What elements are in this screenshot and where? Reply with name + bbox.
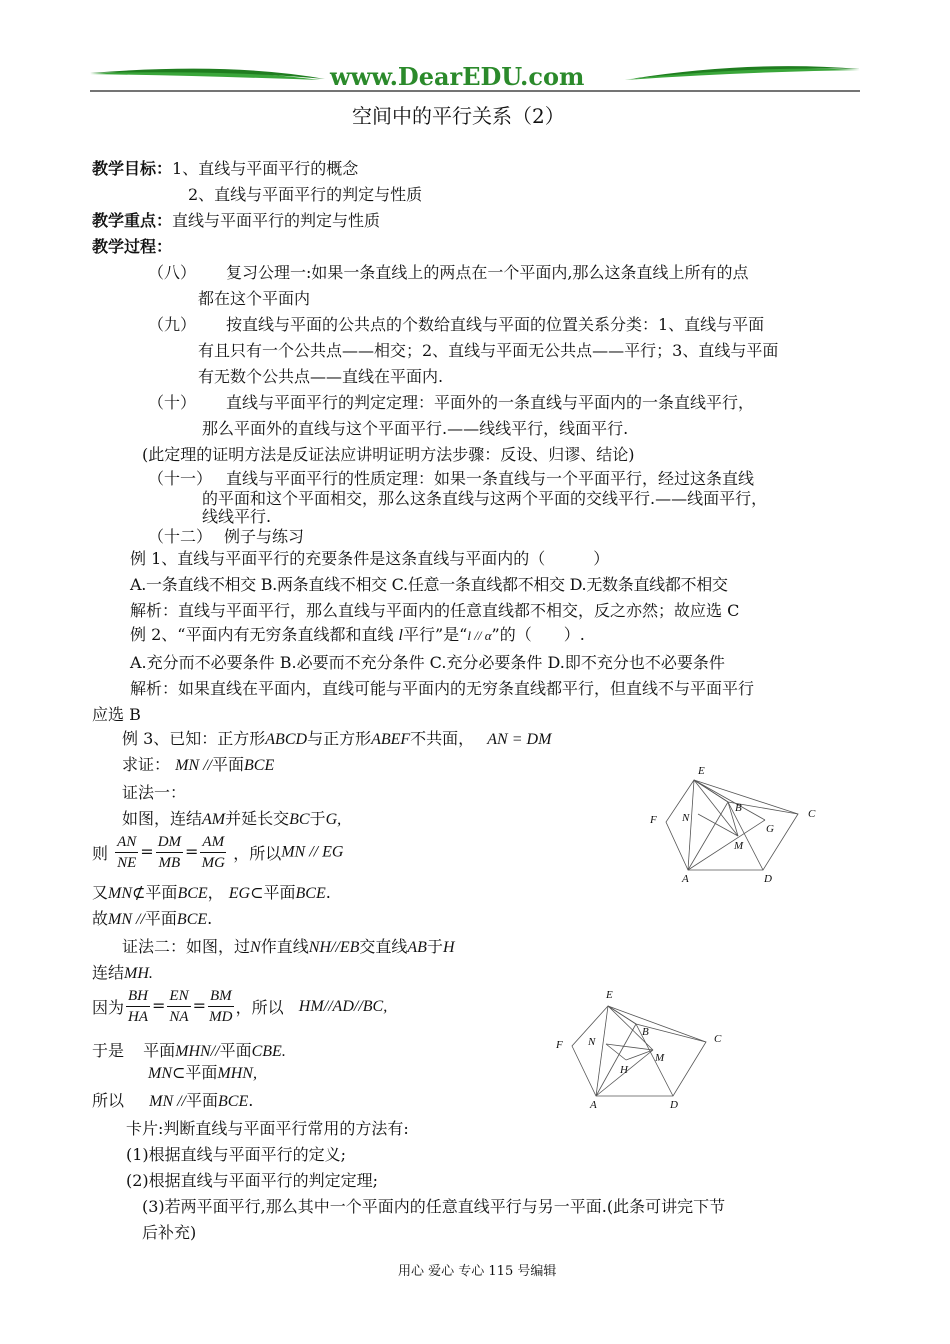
m1-l1-pre: 如图，连结 [122, 809, 203, 828]
section-11-line2: 的平面和这个平面相交，那么这条直线与这两个平面的交线平行.——线面平行， [202, 489, 768, 508]
method-2-then [92, 1038, 286, 1061]
m1-eg: EG⊂ [228, 885, 264, 902]
section-10-line2: 那么平面外的直线与这个平面平行.——线线平行，线面平行. [202, 419, 629, 438]
m2-plane2: 平面 [185, 1063, 218, 1082]
m1-frac1-num: AN [115, 832, 138, 853]
m1-then: 则 [92, 844, 109, 863]
m1-plane-2: 平面 [263, 883, 296, 902]
ex3-prove-label: 求证： [122, 755, 171, 774]
m1-l1-mid: 并延长交 [225, 809, 290, 828]
m2-mid2: 交直线 [359, 937, 408, 956]
m1-l1-bc: BC [289, 811, 310, 828]
m2-final-bce: BCE [218, 1093, 249, 1110]
ex3-given-post: 不共面， [410, 729, 475, 748]
fig2-label-a: A [590, 1099, 597, 1111]
m2-connect: 连结 [92, 963, 125, 982]
fig1-label-b: B [735, 802, 742, 814]
fig2-label-n: N [588, 1036, 596, 1048]
method-2-conclusion: 所以 MN //平面BCE. [92, 1091, 254, 1110]
m1-frac-dm-mb [156, 832, 183, 873]
m1-bce-1: BCE [177, 885, 208, 902]
fig2-label-b: B [642, 1026, 649, 1038]
page-title: 空间中的平行关系（2） [352, 104, 565, 128]
m1-also: 又 [92, 883, 109, 902]
m1-frac3-num: AM [200, 832, 226, 853]
ex3-prove-mn: MN // [175, 757, 212, 774]
card-item-2: (2)根据直线与平面平行的判定定理; [126, 1171, 379, 1190]
m2-because: 因为 [92, 998, 125, 1017]
m1-so: ，所以 [233, 844, 282, 863]
fig2-label-h: H [620, 1064, 628, 1076]
m2-title: 证法二：如图，过 [122, 937, 251, 956]
m1-frac-an-ne [115, 832, 138, 873]
fig2-label-m: M [655, 1052, 665, 1064]
m2-n: N [250, 939, 261, 956]
example-3-prove [122, 752, 274, 775]
card-title: 卡片:判断直线与平面平行常用的方法有: [126, 1119, 409, 1138]
m1-frac3-den: MG [201, 855, 225, 871]
m1-frac2-num: DM [156, 832, 183, 853]
ex3-condition: AN = DM [487, 731, 552, 748]
m1-bce-3: BCE [176, 911, 208, 928]
fig1-label-f: F [650, 814, 657, 826]
section-11-line3: 线线平行. [202, 507, 272, 526]
section-10-line1: 直线与平面平行的判定定理：平面外的一条直线与平面内的一条直线平行， [226, 393, 755, 412]
method-1-ratio-line: 则 $\frac{AN}{NE}$ = $\frac{DM}{MB}$ = $\frac{AM}{MG}$ ，所以MN // EG [92, 834, 344, 871]
ex2-q-mid: 平行”是“ [403, 625, 468, 644]
example-3-given [122, 726, 551, 749]
card-item-1: (1)根据直线与平面平行的定义; [126, 1145, 347, 1164]
example-2-options: A.充分而不必要条件 B.必要而不充分条件 C.充分必要条件 D.即不充分也不必要条件 [130, 653, 725, 672]
fig1-label-n: N [682, 812, 690, 824]
fig1-label-e: E [698, 765, 705, 777]
m2-final-mn: MN // [149, 1093, 186, 1110]
method-1-line-1 [122, 806, 341, 829]
m2-mhn: MHN// [175, 1043, 220, 1060]
m1-mn-not: MN⊄ [108, 885, 146, 902]
m2-cbe: CBE. [251, 1043, 286, 1060]
method-2-line-1 [122, 934, 455, 957]
ex3-prove-plane: 平面 [212, 755, 245, 774]
process-label: 教学过程： [92, 237, 173, 256]
m1-plane-1: 平面 [145, 883, 178, 902]
page-footer: 用心 爱心 专心 115 号编辑 [398, 1264, 557, 1279]
fig1-label-a: A [682, 873, 689, 885]
goal-item-1: 1、直线与平面平行的概念 [172, 159, 359, 178]
m1-l1-g: G, [325, 811, 342, 828]
focus-text: 直线与平面平行的判定与性质 [172, 211, 381, 230]
card-item-3b: 后补充) [142, 1223, 197, 1242]
m2-therefore: 所以 [92, 1091, 125, 1110]
fig1-label-c: C [808, 808, 816, 820]
example-2-analysis-1: 解析：如果直线在平面内，直线可能与平面内的无穷条直线都平行，但直线不与平面平行 [130, 679, 755, 698]
focus-label: 教学重点： [92, 211, 173, 230]
section-11-num: （十一） [148, 469, 213, 488]
method-2-connect [92, 960, 153, 983]
m2-frac-bm-md [208, 986, 234, 1027]
ex2-q-post: ”的（ ）. [491, 625, 585, 644]
m1-frac1-den: NE [117, 855, 137, 871]
ex3-given-pre: 例 3、已知：正方形 [122, 729, 266, 748]
m2-plane-mhn: 平面 [143, 1041, 176, 1060]
method-2-ratio-line: 因为 $\frac{BH}{HA}$ = $\frac{EN}{NA}$ = $\frac{BM}{MD}$ ，所以 HM//AD//BC, [92, 988, 388, 1025]
m1-plane-3: 平面 [144, 909, 177, 928]
m2-frac3-num: BM [208, 986, 234, 1007]
m2-nh: NH//EB [308, 939, 360, 956]
m1-frac-am-mg [200, 832, 226, 873]
ex3-square-1: ABCD [265, 731, 308, 748]
figure-2-diagram [548, 984, 738, 1114]
m2-frac2-num: EN [167, 986, 190, 1007]
example-1-analysis: 解析：直线与平面平行，那么直线与平面内的任意直线都不相交，反之亦然；故应选 C [130, 601, 740, 620]
fig1-label-g: G [766, 823, 774, 835]
m2-result: HM//AD//BC, [298, 997, 388, 1015]
focus-row [92, 208, 380, 231]
goals-row-1 [92, 156, 358, 179]
method-1-title: 证法一： [122, 783, 187, 802]
m2-frac1-num: BH [126, 986, 150, 1007]
m2-ab: AB [407, 939, 427, 956]
m2-plane-cbe: 平面 [219, 1041, 252, 1060]
m2-h: H [442, 939, 455, 956]
section-8-line1: 复习公理一:如果一条直线上的两点在一个平面内,那么这条直线上所有的点 [226, 263, 749, 282]
section-8-line2: 都在这个平面内 [198, 289, 311, 308]
m2-mid: 作直线 [260, 937, 309, 956]
ex3-given-mid: 与正方形 [307, 729, 372, 748]
method-2-sub [148, 1060, 257, 1083]
proof-note: (此定理的证明方法是反证法应讲明证明方法步骤：反设、归谬、结论) [142, 445, 635, 464]
m2-then: 于是 [92, 1041, 125, 1060]
section-12-num: （十二） [148, 527, 213, 546]
m2-post: 于 [426, 937, 443, 956]
ex2-q-pre: 例 2、“平面内有无穷条直线都和直线 [130, 625, 394, 644]
m2-frac1-den: HA [128, 1009, 149, 1025]
m2-frac2-den: NA [169, 1009, 189, 1025]
m2-frac-bh-ha [126, 986, 150, 1027]
method-1-also-line: 又MN⊄平面BCE， EG⊂平面BCE. [92, 883, 331, 902]
fig2-label-d: D [670, 1099, 678, 1111]
m2-frac-en-na [167, 986, 190, 1027]
ex3-square-2: ABEF [371, 731, 411, 748]
m1-frac2-den: MB [158, 855, 181, 871]
m2-final-plane: 平面 [186, 1091, 219, 1110]
ex3-prove-bce: BCE [244, 757, 275, 774]
m2-mhn2: MHN, [217, 1065, 257, 1082]
example-1-question: 例 1、直线与平面平行的充要条件是这条直线与平面内的（ ） [130, 549, 610, 568]
example-1-options: A.一条直线不相交 B.两条直线不相交 C.任意一条直线都不相交 D.无数条直线都不相交 [130, 575, 728, 594]
m1-bce-2: BCE [295, 885, 326, 902]
example-2-question [130, 622, 585, 645]
card-item-3a: (3)若两平面平行,那么其中一个平面内的任意直线平行与另一平面.(此条可讲完下节 [142, 1197, 726, 1216]
section-9-line2: 有且只有一个公共点——相交；2、直线与平面无公共点——平行；3、直线与平面 [198, 341, 779, 360]
fig2-label-e: E [606, 989, 613, 1001]
m1-hence-mn: MN // [108, 911, 145, 928]
figure-1-diagram [640, 760, 830, 890]
section-9-num: （九） [148, 315, 197, 334]
section-9-line1: 按直线与平面的公共点的个数给直线与平面的位置关系分类：1、直线与平面 [226, 315, 765, 334]
fig2-label-c: C [714, 1033, 722, 1045]
site-logo-text: www.DearEDU.com [330, 62, 585, 91]
m2-mh: MH. [124, 965, 153, 982]
section-10-num: （十） [148, 393, 197, 412]
example-2-analysis-2: 应选 B [92, 705, 141, 724]
section-11-line1: 直线与平面平行的性质定理：如果一条直线与一个平面平行，经过这条直线 [226, 469, 755, 488]
section-12-text: 例子与练习 [224, 527, 305, 546]
method-1-conclusion: 故MN //平面BCE. [92, 909, 213, 928]
m1-hence: 故 [92, 909, 109, 928]
ex2-q-line-l: l [398, 627, 403, 644]
fig1-label-m: M [734, 840, 744, 852]
m1-l1-am: AM [202, 811, 226, 828]
goal-item-2: 2、直线与平面平行的判定与性质 [188, 185, 423, 204]
m1-result: MN // EG [281, 843, 344, 861]
fig1-label-d: D [764, 873, 772, 885]
m2-frac3-den: MD [209, 1009, 233, 1025]
m2-so: ，所以 [235, 998, 284, 1017]
m1-l1-post: 于 [309, 809, 326, 828]
goals-label: 教学目标： [92, 159, 173, 178]
header-banner [90, 60, 860, 96]
m2-mn-sub: MN⊂ [148, 1065, 186, 1082]
section-9-line3: 有无数个公共点——直线在平面内. [198, 367, 444, 386]
section-8-num: （八） [148, 263, 197, 282]
fig2-label-f: F [556, 1039, 563, 1051]
ex2-q-cond: l // α [467, 628, 492, 643]
